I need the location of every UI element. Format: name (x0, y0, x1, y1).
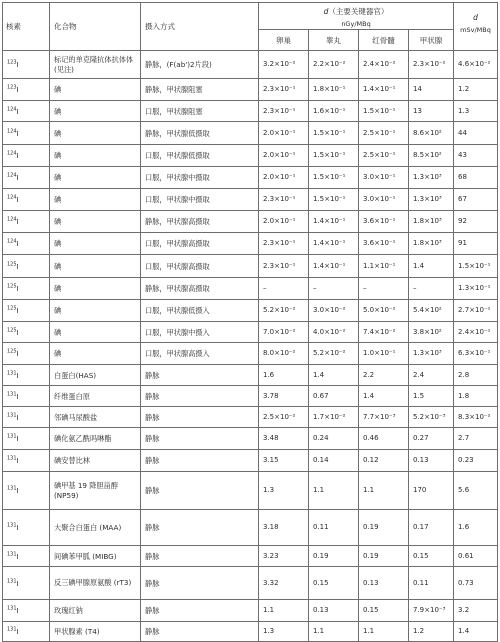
cell-ovary: 3.2×10⁻² (259, 51, 309, 79)
cell-compound: 碘 (50, 278, 141, 300)
header-organ-dose-group (259, 3, 454, 30)
cell-ovary: 2.0×10⁻¹ (259, 167, 309, 189)
cell-thyroid: – (409, 278, 454, 300)
cell-effective: 1.8 (454, 386, 498, 407)
cell-marrow: 0.12 (359, 450, 409, 472)
cell-intake: 口服，甲状腺中摄取 (141, 189, 259, 211)
cell-testis: 4.0×10⁻² (309, 322, 359, 343)
cell-effective: 1.6 (454, 510, 498, 546)
nuclide-mass-number: 125 (7, 348, 17, 355)
cell-intake: 静脉 (141, 365, 259, 386)
cell-ovary: 5.2×10⁻² (259, 300, 309, 322)
nuclide-mass-number: 131 (7, 485, 17, 492)
nuclide-symbol: I (16, 523, 19, 532)
cell-intake: 口服，甲状腺低摄取 (141, 145, 259, 167)
cell-effective: 5.6 (454, 472, 498, 510)
table-row (3, 51, 498, 79)
cell-intake: 静脉 (141, 600, 259, 622)
nuclide-symbol: I (16, 327, 19, 337)
nuclide-symbol: I (16, 106, 19, 116)
cell-testis: 0.67 (309, 386, 359, 407)
cell-testis: 0.11 (309, 510, 359, 546)
nuclide-mass-number: 131 (7, 370, 17, 377)
cell-nuclide (3, 428, 50, 450)
header-intake: 摄入方式 (141, 3, 259, 51)
cell-thyroid: 3.8×10² (409, 322, 454, 343)
cell-thyroid: 1.2 (409, 622, 454, 642)
cell-ovary: 8.0×10⁻² (259, 343, 309, 365)
header-dose-unit: nGy/MBq (341, 20, 371, 28)
cell-intake: 静脉 (141, 450, 259, 472)
cell-ovary: 1.3 (259, 622, 309, 642)
cell-compound: 白蛋白(HAS) (50, 365, 141, 386)
cell-compound: 碘 (50, 300, 141, 322)
table-row (3, 450, 498, 472)
cell-nuclide (3, 600, 50, 622)
cell-intake: 口服，甲状腺阻塞 (141, 101, 259, 122)
cell-nuclide (3, 233, 50, 255)
cell-compound: 邻碘马尿酸盐 (50, 407, 141, 428)
header-effective-dose (454, 3, 498, 51)
cell-nuclide (3, 51, 50, 79)
cell-thyroid: 8.6×10² (409, 122, 454, 145)
cell-nuclide (3, 278, 50, 300)
cell-intake: 静脉 (141, 472, 259, 510)
cell-ovary: 2.3×10⁻¹ (259, 101, 309, 122)
cell-testis: 1.5×10⁻¹ (309, 167, 359, 189)
cell-ovary: 2.3×10⁻¹ (259, 233, 309, 255)
cell-marrow: 3.6×10⁻¹ (359, 211, 409, 233)
nuclide-symbol: I (16, 60, 19, 69)
cell-ovary: 2.3×10⁻¹ (259, 189, 309, 211)
cell-effective: 0.61 (454, 546, 498, 567)
cell-compound: 碘 (50, 322, 141, 343)
cell-effective: 2.7×10⁻¹ (454, 300, 498, 322)
nuclide-symbol: I (16, 391, 19, 401)
table-row (3, 233, 498, 255)
cell-thyroid: 5.4×10² (409, 300, 454, 322)
nuclide-symbol: I (16, 239, 19, 248)
nuclide-symbol: I (16, 578, 19, 588)
cell-ovary: 2.5×10⁻² (259, 407, 309, 428)
cell-marrow: 1.1 (359, 472, 409, 510)
cell-compound: 碘 (50, 167, 141, 189)
nuclide-mass-number: 131 (7, 578, 17, 585)
cell-testis: – (309, 278, 359, 300)
cell-intake: 静脉，甲状腺低摄取 (141, 122, 259, 145)
nuclide-symbol: I (16, 128, 19, 138)
cell-marrow: 0.19 (359, 510, 409, 546)
cell-compound: 碘 (50, 79, 141, 101)
nuclide-mass-number: 125 (7, 283, 17, 290)
header-organ-marrow: 红骨髓 (359, 30, 409, 51)
nuclide-mass-number: 124 (7, 106, 17, 113)
cell-marrow: 1.4 (359, 386, 409, 407)
nuclide-mass-number: 131 (7, 433, 17, 440)
cell-nuclide (3, 407, 50, 428)
cell-nuclide (3, 622, 50, 642)
cell-intake: 口服，甲状腺低摄入 (141, 300, 259, 322)
cell-nuclide (3, 122, 50, 145)
table-row (3, 386, 498, 407)
cell-marrow: 2.5×10⁻¹ (359, 122, 409, 145)
document-page (2, 2, 497, 634)
cell-testis: 0.14 (309, 450, 359, 472)
cell-thyroid: 170 (409, 472, 454, 510)
cell-effective: 0.23 (454, 450, 498, 472)
nuclide-symbol: I (16, 217, 19, 226)
nuclide-symbol: I (16, 306, 19, 315)
table-row (3, 472, 498, 510)
table-row (3, 101, 498, 122)
cell-compound: 碘安替比林 (50, 450, 141, 472)
cell-compound: 反三碘甲腺原氨酸 (rT3) (50, 567, 141, 600)
cell-thyroid: 1.3×10³ (409, 189, 454, 211)
cell-nuclide (3, 343, 50, 365)
nuclide-symbol: I (16, 370, 19, 380)
header-organ-testis: 睾丸 (309, 30, 359, 51)
cell-ovary: 2.0×10⁻¹ (259, 211, 309, 233)
table-row (3, 622, 498, 642)
cell-effective: 91 (454, 233, 498, 255)
cell-effective: 0.73 (454, 567, 498, 600)
cell-marrow: 7.7×10⁻³ (359, 407, 409, 428)
cell-testis: 1.5×10⁻¹ (309, 189, 359, 211)
nuclide-mass-number: 124 (7, 172, 17, 179)
table-row (3, 145, 498, 167)
nuclide-symbol: I (16, 434, 19, 443)
table-row (3, 407, 498, 428)
cell-compound: 碘甲基 19 降胆甾醇 (NP59) (50, 472, 141, 510)
cell-intake: 口服，甲状腺中摄入 (141, 322, 259, 343)
table-row (3, 600, 498, 622)
cell-testis: 1.6×10⁻¹ (309, 101, 359, 122)
cell-marrow: 0.13 (359, 567, 409, 600)
cell-ovary: 1.6 (259, 365, 309, 386)
nuclide-mass-number: 124 (7, 216, 17, 223)
cell-compound: 碘 (50, 343, 141, 365)
table-row (3, 300, 498, 322)
cell-testis: 1.7×10⁻² (309, 407, 359, 428)
cell-nuclide (3, 386, 50, 407)
cell-marrow: 0.46 (359, 428, 409, 450)
cell-intake: 口服，甲状腺中摄取 (141, 167, 259, 189)
cell-nuclide (3, 322, 50, 343)
cell-nuclide (3, 510, 50, 546)
cell-thyroid: 2.4 (409, 365, 454, 386)
cell-thyroid: 0.17 (409, 510, 454, 546)
cell-thyroid: 5.2×10⁻³ (409, 407, 454, 428)
nuclide-mass-number: 124 (7, 128, 17, 135)
cell-thyroid: 0.15 (409, 546, 454, 567)
cell-ovary: 2.0×10⁻¹ (259, 145, 309, 167)
cell-effective: 2.7 (454, 428, 498, 450)
cell-nuclide (3, 300, 50, 322)
cell-testis: 1.8×10⁻¹ (309, 79, 359, 101)
cell-thyroid: 14 (409, 79, 454, 101)
table-row (3, 428, 498, 450)
nuclide-symbol: I (16, 551, 19, 561)
cell-marrow: – (359, 278, 409, 300)
table-row (3, 79, 498, 101)
table-row (3, 189, 498, 211)
cell-compound: 甲状腺素 (T4) (50, 622, 141, 642)
table-row (3, 510, 498, 546)
nuclide-mass-number: 125 (7, 305, 17, 312)
cell-testis: 1.5×10⁻¹ (309, 122, 359, 145)
cell-compound: 纤维蛋白原 (50, 386, 141, 407)
cell-nuclide (3, 472, 50, 510)
cell-thyroid: 1.8×10³ (409, 211, 454, 233)
cell-thyroid: 2.3×10⁻² (409, 51, 454, 79)
cell-effective: 1.3×10⁻¹ (454, 278, 498, 300)
table-row (3, 322, 498, 343)
cell-thyroid: 7.9×10⁻³ (409, 600, 454, 622)
cell-marrow: 3.0×10⁻¹ (359, 167, 409, 189)
table-row (3, 546, 498, 567)
header-eff-symbol: d (473, 13, 478, 22)
cell-effective: 92 (454, 211, 498, 233)
cell-marrow: 3.0×10⁻¹ (359, 189, 409, 211)
nuclide-mass-number: 131 (7, 455, 17, 462)
cell-testis: 5.2×10⁻² (309, 343, 359, 365)
nuclide-mass-number: 124 (7, 238, 17, 245)
nuclide-symbol: I (16, 349, 19, 358)
header-compound: 化合物 (50, 3, 141, 51)
cell-compound: 碘 (50, 145, 141, 167)
cell-effective: 43 (454, 145, 498, 167)
cell-testis: 1.1 (309, 472, 359, 510)
cell-compound: 碘化氨乙酰吗啉酯 (50, 428, 141, 450)
cell-testis: 2.2×10⁻² (309, 51, 359, 79)
cell-marrow: 1.5×10⁻¹ (359, 101, 409, 122)
cell-compound: 间碘苯甲胍 (MIBG) (50, 546, 141, 567)
table-row (3, 365, 498, 386)
dose-table (2, 2, 498, 642)
cell-effective: 3.2 (454, 600, 498, 622)
cell-testis: 1.5×10⁻¹ (309, 145, 359, 167)
cell-marrow: 3.6×10⁻¹ (359, 233, 409, 255)
cell-ovary: 2.0×10⁻¹ (259, 122, 309, 145)
cell-nuclide (3, 189, 50, 211)
header-organ-thyroid: 甲状腺 (409, 30, 454, 51)
cell-thyroid: 13 (409, 101, 454, 122)
cell-nuclide (3, 167, 50, 189)
cell-marrow: 1.0×10⁻¹ (359, 343, 409, 365)
cell-testis: 3.0×10⁻² (309, 300, 359, 322)
nuclide-mass-number: 131 (7, 391, 17, 398)
nuclide-mass-number: 125 (7, 261, 17, 268)
cell-effective: 67 (454, 189, 498, 211)
cell-intake: 静脉，甲状腺阻塞 (141, 79, 259, 101)
cell-thyroid: 1.3×10³ (409, 343, 454, 365)
cell-intake: 静脉 (141, 510, 259, 546)
header-dose-symbol: d (323, 7, 329, 16)
cell-nuclide (3, 365, 50, 386)
cell-ovary: 3.78 (259, 386, 309, 407)
cell-compound: 碘 (50, 189, 141, 211)
cell-nuclide (3, 211, 50, 233)
cell-nuclide (3, 567, 50, 600)
cell-nuclide (3, 450, 50, 472)
cell-effective: 1.3 (454, 101, 498, 122)
cell-compound: 碘 (50, 233, 141, 255)
cell-ovary: 3.15 (259, 450, 309, 472)
table-row (3, 343, 498, 365)
nuclide-mass-number: 131 (7, 551, 17, 558)
nuclide-symbol: I (16, 412, 19, 422)
cell-intake: 静脉 (141, 428, 259, 450)
nuclide-symbol: I (16, 627, 19, 636)
nuclide-symbol: I (16, 173, 19, 182)
cell-intake: 口服，甲状腺高摄入 (141, 343, 259, 365)
cell-effective: 2.8 (454, 365, 498, 386)
cell-effective: 1.2 (454, 79, 498, 101)
cell-intake: 口服，甲状腺高摄取 (141, 255, 259, 278)
cell-compound: 碘 (50, 122, 141, 145)
nuclide-symbol: I (16, 261, 19, 271)
header-dose-group: （主要关键器官） (328, 7, 389, 16)
cell-ovary: 1.3 (259, 472, 309, 510)
cell-thyroid: 0.11 (409, 567, 454, 600)
cell-thyroid: 1.3×10³ (409, 167, 454, 189)
nuclide-mass-number: 123 (7, 84, 17, 91)
nuclide-mass-number: 131 (7, 626, 17, 633)
cell-ovary: 3.18 (259, 510, 309, 546)
cell-intake: 静脉，甲状腺高摄取 (141, 278, 259, 300)
nuclide-symbol: I (16, 606, 19, 615)
cell-marrow: 7.4×10⁻² (359, 322, 409, 343)
cell-marrow: 0.15 (359, 600, 409, 622)
cell-intake: 静脉，(F(ab')2片段) (141, 51, 259, 79)
cell-marrow: 0.19 (359, 546, 409, 567)
cell-testis: 0.24 (309, 428, 359, 450)
cell-testis: 0.15 (309, 567, 359, 600)
table-row (3, 122, 498, 145)
nuclide-mass-number: 131 (7, 522, 17, 529)
nuclide-mass-number: 124 (7, 194, 17, 201)
cell-ovary: 3.23 (259, 546, 309, 567)
cell-ovary: 3.32 (259, 567, 309, 600)
cell-thyroid: 1.8×10³ (409, 233, 454, 255)
cell-nuclide (3, 145, 50, 167)
cell-ovary: 7.0×10⁻² (259, 322, 309, 343)
cell-nuclide (3, 255, 50, 278)
cell-intake: 静脉 (141, 546, 259, 567)
cell-nuclide (3, 101, 50, 122)
cell-testis: 1.4 (309, 365, 359, 386)
cell-thyroid: 0.13 (409, 450, 454, 472)
cell-testis: 1.4×10⁻¹ (309, 211, 359, 233)
cell-intake: 静脉 (141, 622, 259, 642)
cell-ovary: 1.1 (259, 600, 309, 622)
nuclide-mass-number: 125 (7, 327, 17, 334)
cell-effective: 68 (454, 167, 498, 189)
cell-ovary: – (259, 278, 309, 300)
table-row (3, 255, 498, 278)
cell-effective: 4.6×10⁻² (454, 51, 498, 79)
header-organ-ovary: 卵巢 (259, 30, 309, 51)
table-row (3, 167, 498, 189)
cell-nuclide (3, 546, 50, 567)
cell-effective: 8.3×10⁻² (454, 407, 498, 428)
cell-testis: 0.13 (309, 600, 359, 622)
cell-ovary: 2.3×10⁻¹ (259, 79, 309, 101)
cell-compound: 大聚合白蛋白 (MAA) (50, 510, 141, 546)
cell-marrow: 2.4×10⁻² (359, 51, 409, 79)
nuclide-symbol: I (16, 85, 19, 94)
cell-marrow: 1.1 (359, 622, 409, 642)
nuclide-mass-number: 123 (7, 59, 17, 66)
table-row (3, 567, 498, 600)
cell-compound: 碘 (50, 211, 141, 233)
table-row (3, 211, 498, 233)
cell-compound: 玫瑰红钠 (50, 600, 141, 622)
cell-marrow: 1.4×10⁻¹ (359, 79, 409, 101)
cell-ovary: 3.48 (259, 428, 309, 450)
nuclide-symbol: I (16, 284, 19, 293)
nuclide-mass-number: 131 (7, 412, 17, 419)
cell-thyroid: 8.5×10² (409, 145, 454, 167)
nuclide-mass-number: 131 (7, 605, 17, 612)
cell-effective: 6.3×10⁻¹ (454, 343, 498, 365)
cell-testis: 1.4×10⁻¹ (309, 233, 359, 255)
cell-testis: 1.4×10⁻¹ (309, 255, 359, 278)
cell-marrow: 1.1×10⁻¹ (359, 255, 409, 278)
cell-compound: 碘 (50, 255, 141, 278)
header-eff-unit: mSv/MBq (460, 26, 491, 34)
cell-intake: 静脉 (141, 386, 259, 407)
cell-intake: 静脉 (141, 567, 259, 600)
cell-intake: 口服，甲状腺高摄取 (141, 233, 259, 255)
nuclide-symbol: I (16, 486, 19, 495)
table-row (3, 278, 498, 300)
cell-effective: 1.5×10⁻¹ (454, 255, 498, 278)
cell-thyroid: 1.5 (409, 386, 454, 407)
cell-marrow: 2.2 (359, 365, 409, 386)
cell-thyroid: 0.27 (409, 428, 454, 450)
cell-ovary: 2.3×10⁻¹ (259, 255, 309, 278)
cell-effective: 2.4×10⁻¹ (454, 322, 498, 343)
nuclide-symbol: I (16, 195, 19, 204)
nuclide-mass-number: 124 (7, 150, 17, 157)
cell-compound: 碘 (50, 101, 141, 122)
table-body (3, 51, 498, 642)
cell-thyroid: 1.4 (409, 255, 454, 278)
nuclide-symbol: I (16, 456, 19, 465)
cell-testis: 1.1 (309, 622, 359, 642)
cell-marrow: 2.5×10⁻¹ (359, 145, 409, 167)
cell-intake: 静脉 (141, 407, 259, 428)
cell-intake: 静脉，甲状腺高摄取 (141, 211, 259, 233)
cell-effective: 44 (454, 122, 498, 145)
cell-marrow: 5.0×10⁻² (359, 300, 409, 322)
nuclide-symbol: I (16, 151, 19, 160)
header-nuclide: 核素 (3, 3, 50, 51)
cell-compound: 标记的单克隆抗体抗体体(见注) (50, 51, 141, 79)
cell-testis: 0.19 (309, 546, 359, 567)
cell-effective: 1.4 (454, 622, 498, 642)
cell-nuclide (3, 79, 50, 101)
